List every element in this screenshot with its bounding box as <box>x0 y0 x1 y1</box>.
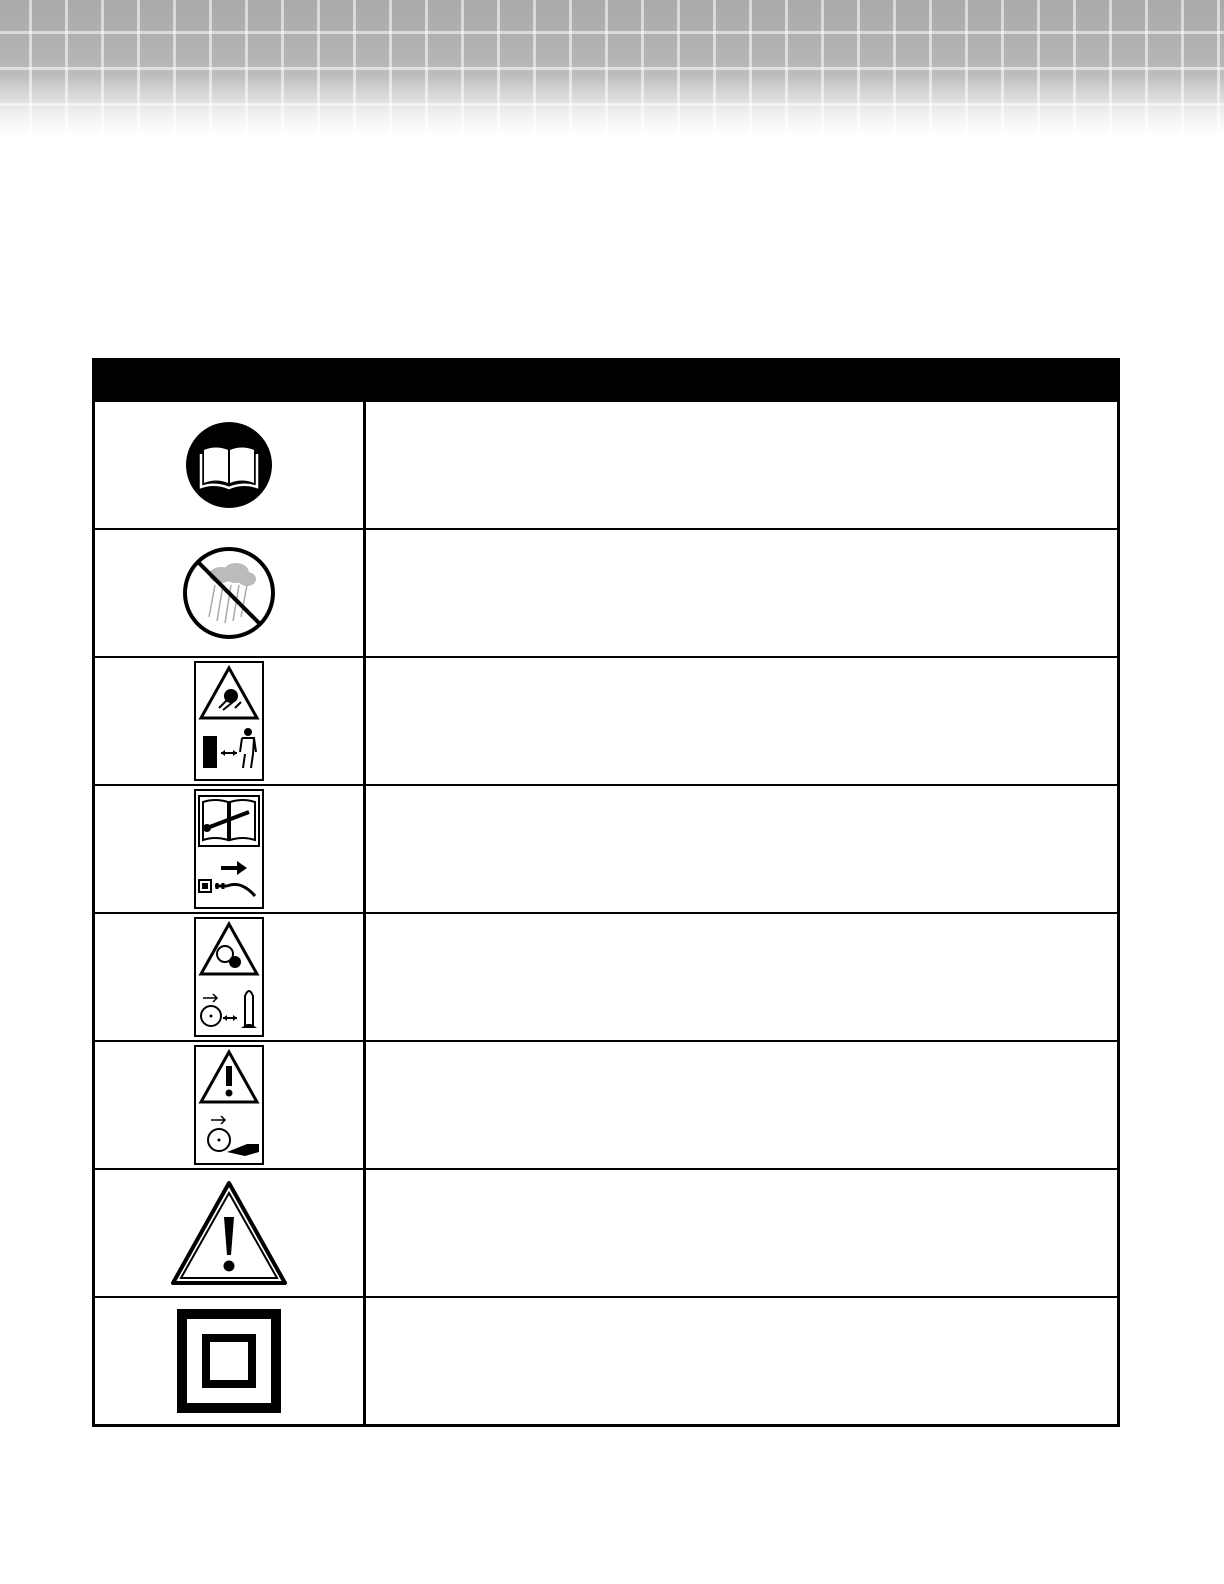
no-rain-icon <box>181 545 277 641</box>
table-row <box>94 1041 1119 1169</box>
symbol-cell <box>94 529 365 657</box>
rotating-blade-feet-icon <box>193 916 265 1038</box>
description-cell <box>365 1169 1119 1297</box>
table-row <box>94 657 1119 785</box>
table-row <box>94 1297 1119 1426</box>
description-cell <box>365 1041 1119 1169</box>
description-cell <box>365 657 1119 785</box>
header-symbol <box>94 360 365 401</box>
description-cell <box>365 913 1119 1041</box>
table-row <box>94 401 1119 530</box>
symbol-cell <box>94 913 365 1041</box>
maintenance-unplug-icon <box>193 788 265 910</box>
header-decorative-band <box>0 0 1224 220</box>
description-cell <box>365 1297 1119 1426</box>
description-cell <box>365 785 1119 913</box>
rotating-blade-hands-icon <box>193 1044 265 1166</box>
symbol-cell <box>94 785 365 913</box>
table-row <box>94 1169 1119 1297</box>
description-cell <box>365 401 1119 530</box>
description-cell <box>365 529 1119 657</box>
warning-triangle-icon <box>169 1179 289 1287</box>
safety-symbols-table <box>92 358 1120 1427</box>
table-row <box>94 913 1119 1041</box>
symbol-cell <box>94 657 365 785</box>
table-row <box>94 785 1119 913</box>
thrown-objects-keep-distance-icon <box>193 660 265 782</box>
table-row <box>94 529 1119 657</box>
double-insulation-icon <box>177 1309 281 1413</box>
table-header-row <box>94 360 1119 401</box>
symbol-cell <box>94 1041 365 1169</box>
symbol-cell <box>94 1297 365 1426</box>
header-meaning <box>365 360 1119 401</box>
read-manual-icon <box>184 420 274 510</box>
symbol-cell <box>94 1169 365 1297</box>
symbol-cell <box>94 401 365 530</box>
